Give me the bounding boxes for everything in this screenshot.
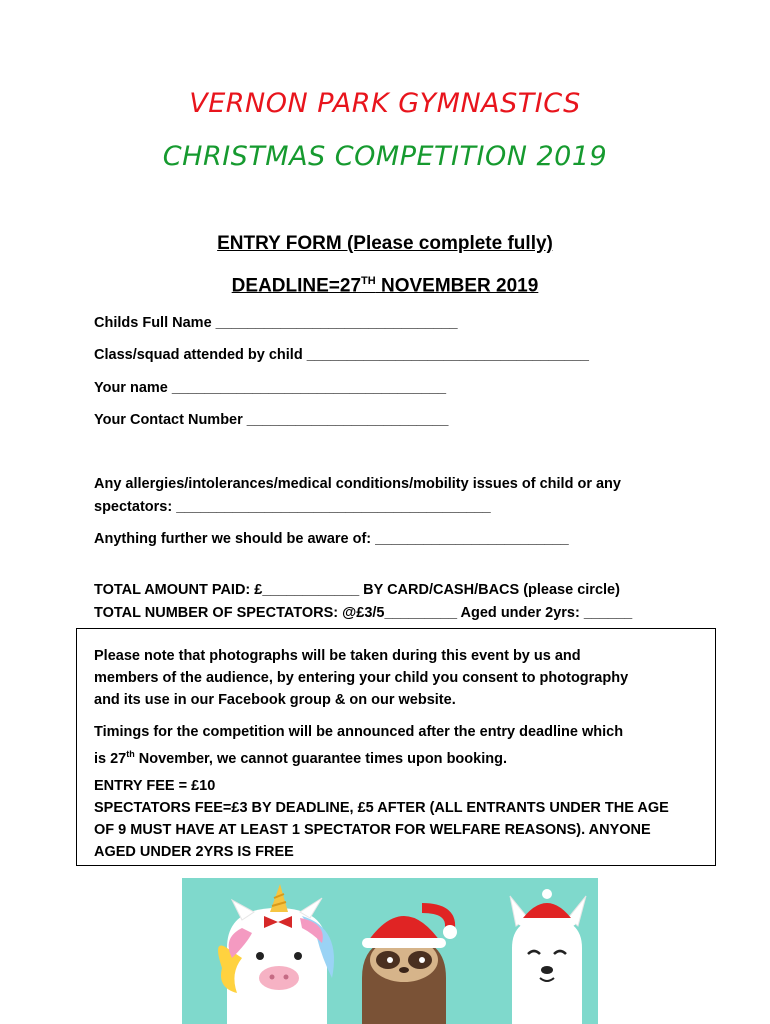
total-spectators-field[interactable]: TOTAL NUMBER OF SPECTATORS: @£3/5_________ Aged under 2yrs: ______	[94, 605, 633, 621]
childs-name-field[interactable]: Childs Full Name ______________________________	[94, 315, 458, 331]
timings-notice-line: Timings for the competition will be announced after the entry deadline which	[94, 724, 624, 740]
photo-notice-line: and its use in our Facebook group & on our website.	[94, 692, 456, 708]
timings-notice-line: is 27th November, we cannot guarantee times upon booking.	[94, 749, 507, 767]
notice-box	[76, 628, 716, 866]
christmas-animals-image	[182, 878, 598, 1024]
total-paid-field[interactable]: TOTAL AMOUNT PAID: £____________ BY CARD/CASH/BACS (please circle)	[94, 582, 620, 598]
allergies-field[interactable]: spectators: _______________________________________	[94, 499, 491, 515]
sloth-icon	[362, 908, 457, 1024]
contact-number-field[interactable]: Your Contact Number _________________________	[94, 412, 449, 428]
photo-notice-line: members of the audience, by entering your child you consent to photography	[94, 670, 629, 686]
anything-further-field[interactable]: Anything further we should be aware of: ________________________	[94, 531, 569, 547]
spectators-fee-line: OF 9 MUST HAVE AT LEAST 1 SPECTATOR FOR WELFARE REASONS). ANYONE	[94, 822, 651, 838]
class-squad-field[interactable]: Class/squad attended by child ___________________________________	[94, 347, 589, 363]
llama-icon	[510, 889, 586, 1024]
christmas-animals-illustration	[182, 878, 598, 1024]
deadline-heading: DEADLINE=27TH NOVEMBER 2019	[231, 275, 539, 297]
entry-fee: ENTRY FEE = £10	[94, 778, 216, 794]
unicorn-icon	[218, 884, 334, 1024]
form-heading: ENTRY FORM (Please complete fully)	[217, 233, 553, 254]
photo-notice-line: Please note that photographs will be taken during this event by us and	[94, 648, 581, 664]
spectators-fee-line: AGED UNDER 2YRS IS FREE	[94, 844, 294, 860]
your-name-field[interactable]: Your name __________________________________	[94, 380, 447, 396]
spectators-fee-line: SPECTATORS FEE=£3 BY DEADLINE, £5 AFTER (ALL ENTRANTS UNDER THE AGE	[94, 800, 669, 816]
page-title: VERNON PARK GYMNASTICS	[189, 88, 581, 119]
page-subtitle: CHRISTMAS COMPETITION 2019	[162, 141, 608, 172]
allergies-label: Any allergies/intolerances/medical conditions/mobility issues of child or any	[94, 476, 621, 492]
